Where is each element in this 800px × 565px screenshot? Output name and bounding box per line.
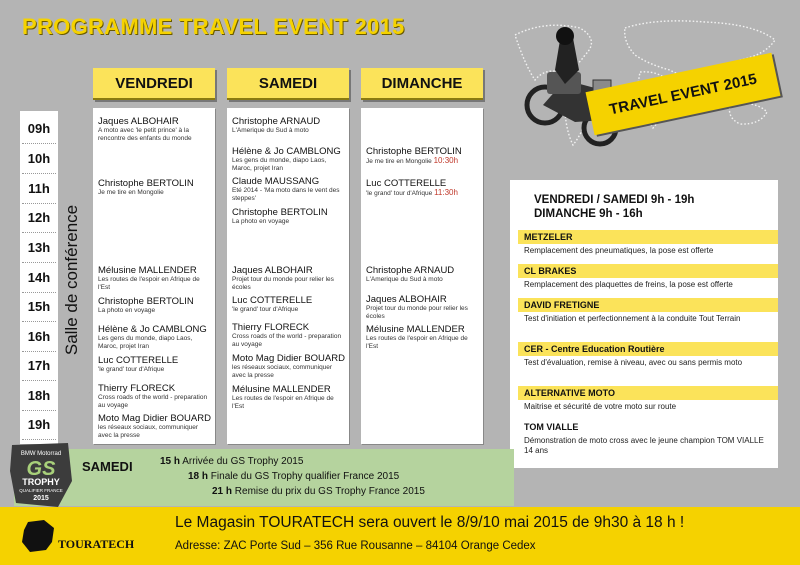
partner-name: TOM VIALLE [518, 420, 778, 434]
saturday-item [160, 456, 303, 467]
event-desc: Les routes de l'espoir en Afrique de l'Est [232, 395, 334, 410]
event-entry [98, 413, 211, 439]
event-entry [98, 383, 211, 409]
event-entry [98, 265, 211, 291]
event-name: Christophe BERTOLIN [232, 207, 328, 218]
day-header-dimanche: DIMANCHE [361, 68, 483, 100]
opening-line: VENDREDI / SAMEDI 9h - 19h [534, 194, 695, 206]
event-name: Christophe ARNAUD [366, 265, 455, 276]
event-entry [366, 294, 479, 320]
event-entry [232, 265, 345, 291]
hour-label: 14h [20, 270, 58, 285]
event-desc: Les gens du monde, diapo Laos, Maroc, projet Iran [98, 335, 193, 350]
partner-desc: Remplacement des plaquettes de freins, la pose est offerte [524, 280, 733, 289]
saturday-item-text: Finale du GS Trophy qualifier France 2015 [210, 471, 400, 482]
gs-logo-sub: TROPHY [22, 477, 60, 487]
event-name: Jaques ALBOHAIR [232, 265, 313, 276]
event-entry [232, 384, 345, 410]
event-entry [98, 296, 211, 315]
event-entry [232, 207, 345, 226]
event-desc: les réseaux sociaux, communiquer avec la presse [232, 364, 333, 379]
saturday-item [188, 471, 399, 482]
hour-label: 17h [20, 358, 58, 373]
event-name: Christophe ARNAUD [232, 116, 321, 127]
partner-name: ALTERNATIVE MOTO [518, 386, 778, 400]
event-desc: Projet tour du monde pour relier les écoles [232, 276, 334, 291]
event-name: Mélusine MALLENDER [232, 384, 331, 395]
france-map-icon [18, 518, 58, 554]
touratech-logo [18, 516, 158, 556]
gs-logo-small: QUALIFIER FRANCE [19, 488, 63, 493]
hour-label: 18h [20, 388, 58, 403]
event-name: Thierry FLORECK [232, 322, 310, 333]
event-name: Mélusine MALLENDER [366, 324, 465, 335]
event-entry [98, 116, 211, 142]
event-desc: 'le grand' tour d'Afrique [98, 366, 165, 373]
event-entry [232, 146, 345, 172]
partner-entry [518, 230, 778, 258]
event-desc [366, 157, 479, 166]
hour-label: 12h [20, 210, 58, 225]
event-desc: La photo en voyage [232, 218, 290, 225]
event-name: Jaques ALBOHAIR [98, 116, 179, 127]
event-time: 10:30h [433, 156, 459, 165]
schedule-column-vendredi [93, 108, 215, 444]
hour-label: 15h [20, 299, 58, 314]
event-desc: Cross roads of the world - preparation au voyage [98, 394, 208, 409]
gs-logo-top: BMW Motorrad [20, 451, 62, 457]
opening-line: DIMANCHE 9h - 16h [534, 208, 643, 220]
room-label [61, 120, 83, 440]
travel-event-banner: TRAVEL EVENT 2015 [586, 53, 781, 136]
saturday-item [212, 486, 425, 497]
saturday-label: SAMEDI [82, 459, 133, 474]
hour-label: 16h [20, 329, 58, 344]
event-entry [366, 324, 479, 350]
event-desc: L'Amerique du Sud à moto [232, 127, 309, 134]
event-name: Moto Mag Didier BOUARD [98, 413, 211, 424]
room-label-text: Salle de conférence [62, 204, 81, 356]
event-desc: L'Amerique du Sud à moto [366, 276, 443, 283]
event-entry [98, 178, 211, 197]
hour-label: 11h [20, 181, 58, 196]
event-time: 11:30h [434, 188, 458, 197]
event-name: Mélusine MALLENDER [98, 265, 197, 276]
event-desc: Eté 2014 - 'Ma moto dans le vent des steppes' [232, 187, 340, 202]
partner-desc: Démonstration de moto cross avec le jeune champion TOM VIALLE 14 ans [524, 436, 764, 455]
partner-desc: Maitrise et sécurité de votre moto sur route [524, 402, 677, 411]
event-entry [98, 355, 211, 374]
event-desc: les réseaux sociaux, communiquer avec la presse [98, 424, 199, 439]
partner-entry [518, 420, 778, 458]
event-entry [232, 295, 345, 314]
event-name: Luc COTTERELLE [366, 178, 447, 189]
saturday-item-time: 21 h [212, 486, 233, 497]
hour-label: 09h [20, 121, 58, 136]
event-desc: Les routes de l'espoir en Afrique de l'Est [366, 335, 468, 350]
event-entry [366, 265, 479, 284]
day-header-samedi: SAMEDI [227, 68, 349, 100]
saturday-item-text: Remise du prix du GS Trophy France 2015 [234, 486, 425, 497]
gs-logo-year: 2015 [33, 495, 49, 502]
saturday-item-text: Arrivée du GS Trophy 2015 [182, 456, 304, 467]
event-entry [98, 324, 211, 350]
partner-name: CL BRAKES [518, 264, 778, 278]
hour-label: 13h [20, 240, 58, 255]
event-name: Christophe BERTOLIN [98, 296, 194, 307]
touratech-brand: TOURATECH [58, 537, 135, 551]
event-entry [232, 116, 345, 135]
hour-label: 10h [20, 151, 58, 166]
gs-logo-main: GS [26, 458, 56, 480]
footer-announcement: Le Magasin TOURATECH sera ouvert le 8/9/10 mai 2015 de 9h30 à 18 h ! [175, 514, 685, 531]
partner-entry [518, 386, 778, 414]
event-name: Jaques ALBOHAIR [366, 294, 447, 305]
schedule-column-dimanche [361, 108, 483, 444]
hour-label: 19h [20, 417, 58, 432]
page-title: PROGRAMME TRAVEL EVENT 2015 [22, 14, 405, 39]
event-desc: Je me tire en Mongolie [98, 189, 164, 196]
saturday-item-time: 18 h [188, 471, 209, 482]
day-header-vendredi: VENDREDI [93, 68, 215, 100]
event-entry [232, 353, 345, 379]
event-name: Hélène & Jo CAMBLONG [232, 146, 341, 157]
schedule-column-samedi [227, 108, 349, 444]
saturday-item-time: 15 h [160, 456, 181, 467]
footer-address: Adresse: ZAC Porte Sud – 356 Rue Rousanne – 84104 Orange Cedex [175, 540, 536, 552]
event-desc: Cross roads of the world - preparation au voyage [232, 333, 342, 348]
event-desc-text: 'le grand' tour d'Afrique [366, 190, 433, 197]
partner-name: DAVID FRETIGNE [518, 298, 778, 312]
partner-desc: Test d'évaluation, remise à niveau, avec ou sans permis moto [524, 358, 743, 367]
partner-entry [518, 342, 778, 370]
partner-desc: Remplacement des pneumatiques, la pose est offerte [524, 246, 714, 255]
gs-trophy-logo [8, 441, 74, 511]
event-name: Moto Mag Didier BOUARD [232, 353, 345, 364]
partner-name: CER - Centre Education Routière [518, 342, 778, 356]
event-entry [232, 322, 345, 348]
event-name: Claude MAUSSANG [232, 176, 320, 187]
opening-hours-box [510, 180, 778, 468]
partner-name: METZELER [518, 230, 778, 244]
event-desc [366, 189, 479, 198]
event-entry [232, 176, 345, 202]
event-name: Christophe BERTOLIN [366, 146, 462, 157]
event-entry [366, 178, 479, 198]
event-desc: La photo en voyage [98, 307, 156, 314]
event-desc: Projet tour du monde pour relier les écoles [366, 305, 468, 320]
partner-entry [518, 298, 778, 326]
event-desc-text: Je me tire en Mongolie [366, 158, 432, 165]
event-entry [366, 146, 479, 166]
event-desc: A moto avec 'le petit prince' à la rencontre des enfants du monde [98, 127, 192, 142]
event-desc: Les gens du monde, diapo Laos, Maroc, projet Iran [232, 157, 327, 172]
event-name: Luc COTTERELLE [232, 295, 313, 306]
hours-column [20, 111, 58, 444]
event-name: Thierry FLORECK [98, 383, 176, 394]
event-desc: Les routes de l'espoir en Afrique de l'Est [98, 276, 200, 291]
event-name: Hélène & Jo CAMBLONG [98, 324, 207, 335]
partner-desc: Test d'initiation et perfectionnement à la conduite Tout Terrain [524, 314, 741, 323]
event-desc: 'le grand' tour d'Afrique [232, 306, 299, 313]
partner-entry [518, 264, 778, 292]
event-name: Luc COTTERELLE [98, 355, 179, 366]
event-name: Christophe BERTOLIN [98, 178, 194, 189]
